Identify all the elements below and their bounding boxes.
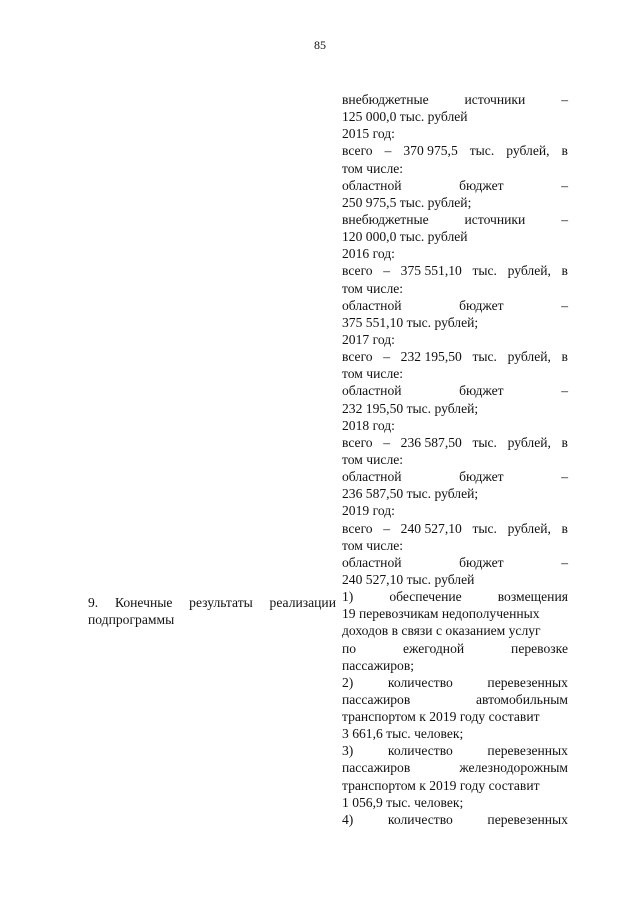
row-9-label-line-2: подпрограммы	[88, 612, 175, 628]
financing-line-word: –	[383, 520, 391, 536]
financing-text	[342, 91, 568, 588]
financing-line-word: –	[383, 434, 391, 450]
results-line-word: перевозке	[511, 640, 568, 656]
financing-line-word: 375 551,10	[400, 263, 462, 279]
financing-line-word: 232 195,50	[400, 349, 462, 365]
financing-line: 2017 год:	[342, 331, 395, 347]
financing-line: 2015 год:	[342, 126, 395, 142]
financing-line	[342, 142, 568, 159]
financing-line-word: –	[383, 263, 391, 279]
financing-line	[342, 434, 568, 451]
financing-line-word: –	[561, 211, 568, 227]
financing-line-word: областной	[342, 469, 402, 485]
financing-line-word: всего	[342, 434, 373, 450]
financing-line-word: внебюджетные	[342, 211, 429, 227]
results-line-word: возмещения	[497, 589, 568, 605]
financing-line-word: –	[561, 92, 568, 107]
financing-line	[342, 262, 568, 279]
results-line	[342, 640, 568, 657]
results-line	[342, 759, 568, 776]
financing-line-word: областной	[342, 554, 402, 570]
financing-line-word: в	[561, 143, 568, 159]
results-line	[342, 742, 568, 759]
financing-line-word: областной	[342, 383, 402, 399]
financing-line-word: бюджет	[459, 177, 504, 193]
results-line-word: пассажиров	[342, 760, 411, 776]
results-line: 3 661,6 тыс. человек;	[342, 726, 464, 742]
results-line-word: перевезенных	[487, 674, 568, 690]
financing-line-word: рублей,	[506, 143, 550, 159]
results-line: 1 056,9 тыс. человек;	[342, 794, 464, 810]
financing-line-word: 236 587,50	[400, 434, 462, 450]
financing-line	[342, 468, 568, 485]
financing-line-word: бюджет	[459, 554, 504, 570]
row-9-number: 9.	[88, 595, 99, 610]
financing-line: 125 000,0 тыс. рублей	[342, 109, 468, 125]
financing-line-word: бюджет	[459, 297, 504, 313]
financing-line-word: –	[383, 349, 391, 365]
financing-line: 2016 год:	[342, 246, 395, 262]
financing-line: том числе:	[342, 451, 404, 467]
financing-line-word: внебюджетные	[342, 92, 429, 107]
financing-line-word: тыс.	[472, 349, 497, 365]
final-results-text	[342, 588, 568, 828]
financing-line-word: тыс.	[472, 263, 497, 279]
financing-line-word: –	[384, 143, 392, 159]
row-9-word: реализации	[269, 595, 336, 610]
results-line: 19 перевозчикам недополученных	[342, 606, 540, 622]
results-line	[342, 811, 568, 828]
financing-line: 375 551,10 тыс. рублей;	[342, 314, 479, 330]
financing-line-word: источники	[464, 92, 526, 107]
results-line-word: перевезенных	[487, 811, 568, 827]
financing-line-word: 370 975,5	[403, 143, 458, 159]
results-line-word: количество	[387, 743, 453, 759]
financing-line-word: областной	[342, 177, 402, 193]
financing-line-word: в	[561, 263, 568, 279]
results-line: транспортом к 2019 году составит	[342, 709, 540, 725]
financing-line-word: всего	[342, 520, 373, 536]
financing-line-word: в	[561, 520, 568, 536]
financing-line-word: всего	[342, 263, 373, 279]
page-number: 85	[314, 38, 326, 52]
financing-line-word: всего	[342, 349, 373, 365]
financing-line-word: тыс.	[469, 143, 495, 159]
financing-line-word: –	[561, 297, 568, 313]
financing-line: 250 975,5 тыс. рублей;	[342, 194, 472, 210]
financing-line: том числе:	[342, 280, 404, 296]
financing-line-word: тыс.	[472, 520, 497, 536]
financing-line: том числе:	[342, 160, 404, 176]
financing-line-word: рублей,	[507, 263, 551, 279]
financing-line	[342, 211, 568, 228]
financing-line	[342, 348, 568, 365]
results-line-word: 1)	[342, 589, 354, 605]
financing-line: 236 587,50 тыс. рублей;	[342, 486, 479, 502]
financing-line-word: тыс.	[472, 434, 497, 450]
row-9-word: результаты	[189, 595, 253, 610]
financing-line-word: бюджет	[459, 383, 504, 399]
results-line-word: обеспечение	[389, 589, 462, 605]
results-line-word: количество	[387, 674, 453, 690]
results-line-word: пассажиров	[342, 691, 411, 707]
results-line: пассажиров;	[342, 657, 415, 673]
results-line	[342, 588, 568, 605]
financing-line: 232 195,50 тыс. рублей;	[342, 400, 479, 416]
financing-line-word: рублей,	[507, 349, 551, 365]
financing-line-word: 240 527,10	[400, 520, 462, 536]
results-line-word: 4)	[342, 811, 354, 827]
financing-line-word: рублей,	[507, 520, 551, 536]
results-line-word: ежегодной	[402, 640, 465, 656]
financing-line-word: –	[561, 554, 568, 570]
results-line-word: по	[342, 640, 357, 656]
financing-line-word: в	[561, 434, 568, 450]
results-line-word: перевезенных	[487, 743, 568, 759]
financing-line-word: –	[561, 383, 568, 399]
row-9-label-line-1	[88, 594, 336, 611]
financing-line-word: бюджет	[459, 469, 504, 485]
financing-line: том числе:	[342, 537, 404, 553]
results-line: транспортом к 2019 году составит	[342, 777, 540, 793]
financing-line-word: –	[561, 469, 568, 485]
financing-line: 240 527,10 тыс. рублей	[342, 571, 475, 587]
financing-line: 2019 год:	[342, 503, 395, 519]
financing-line-word: областной	[342, 297, 402, 313]
results-line	[342, 674, 568, 691]
financing-line-word: источники	[464, 211, 526, 227]
results-line	[342, 691, 568, 708]
financing-line-word: в	[561, 349, 568, 365]
results-line-word: 3)	[342, 743, 354, 759]
results-line-word: 2)	[342, 674, 354, 690]
results-line-word: железнодорожным	[459, 760, 568, 776]
financing-line	[342, 382, 568, 399]
results-line: доходов в связи с оказанием услуг	[342, 623, 541, 639]
results-line-word: автомобильным	[476, 691, 568, 707]
financing-line	[342, 520, 568, 537]
row-9-word: Конечные	[114, 595, 173, 610]
financing-line	[342, 554, 568, 571]
results-line-word: количество	[387, 811, 453, 827]
financing-line: 2018 год:	[342, 417, 395, 433]
financing-line-word: –	[561, 177, 568, 193]
financing-line: том числе:	[342, 366, 404, 382]
financing-line-word: всего	[342, 143, 373, 159]
financing-line	[342, 91, 568, 108]
financing-line-word: рублей,	[507, 434, 551, 450]
row-9-label	[88, 594, 336, 628]
financing-line	[342, 177, 568, 194]
financing-and-results-column	[342, 91, 568, 828]
financing-line: 120 000,0 тыс. рублей	[342, 229, 468, 245]
financing-line	[342, 297, 568, 314]
